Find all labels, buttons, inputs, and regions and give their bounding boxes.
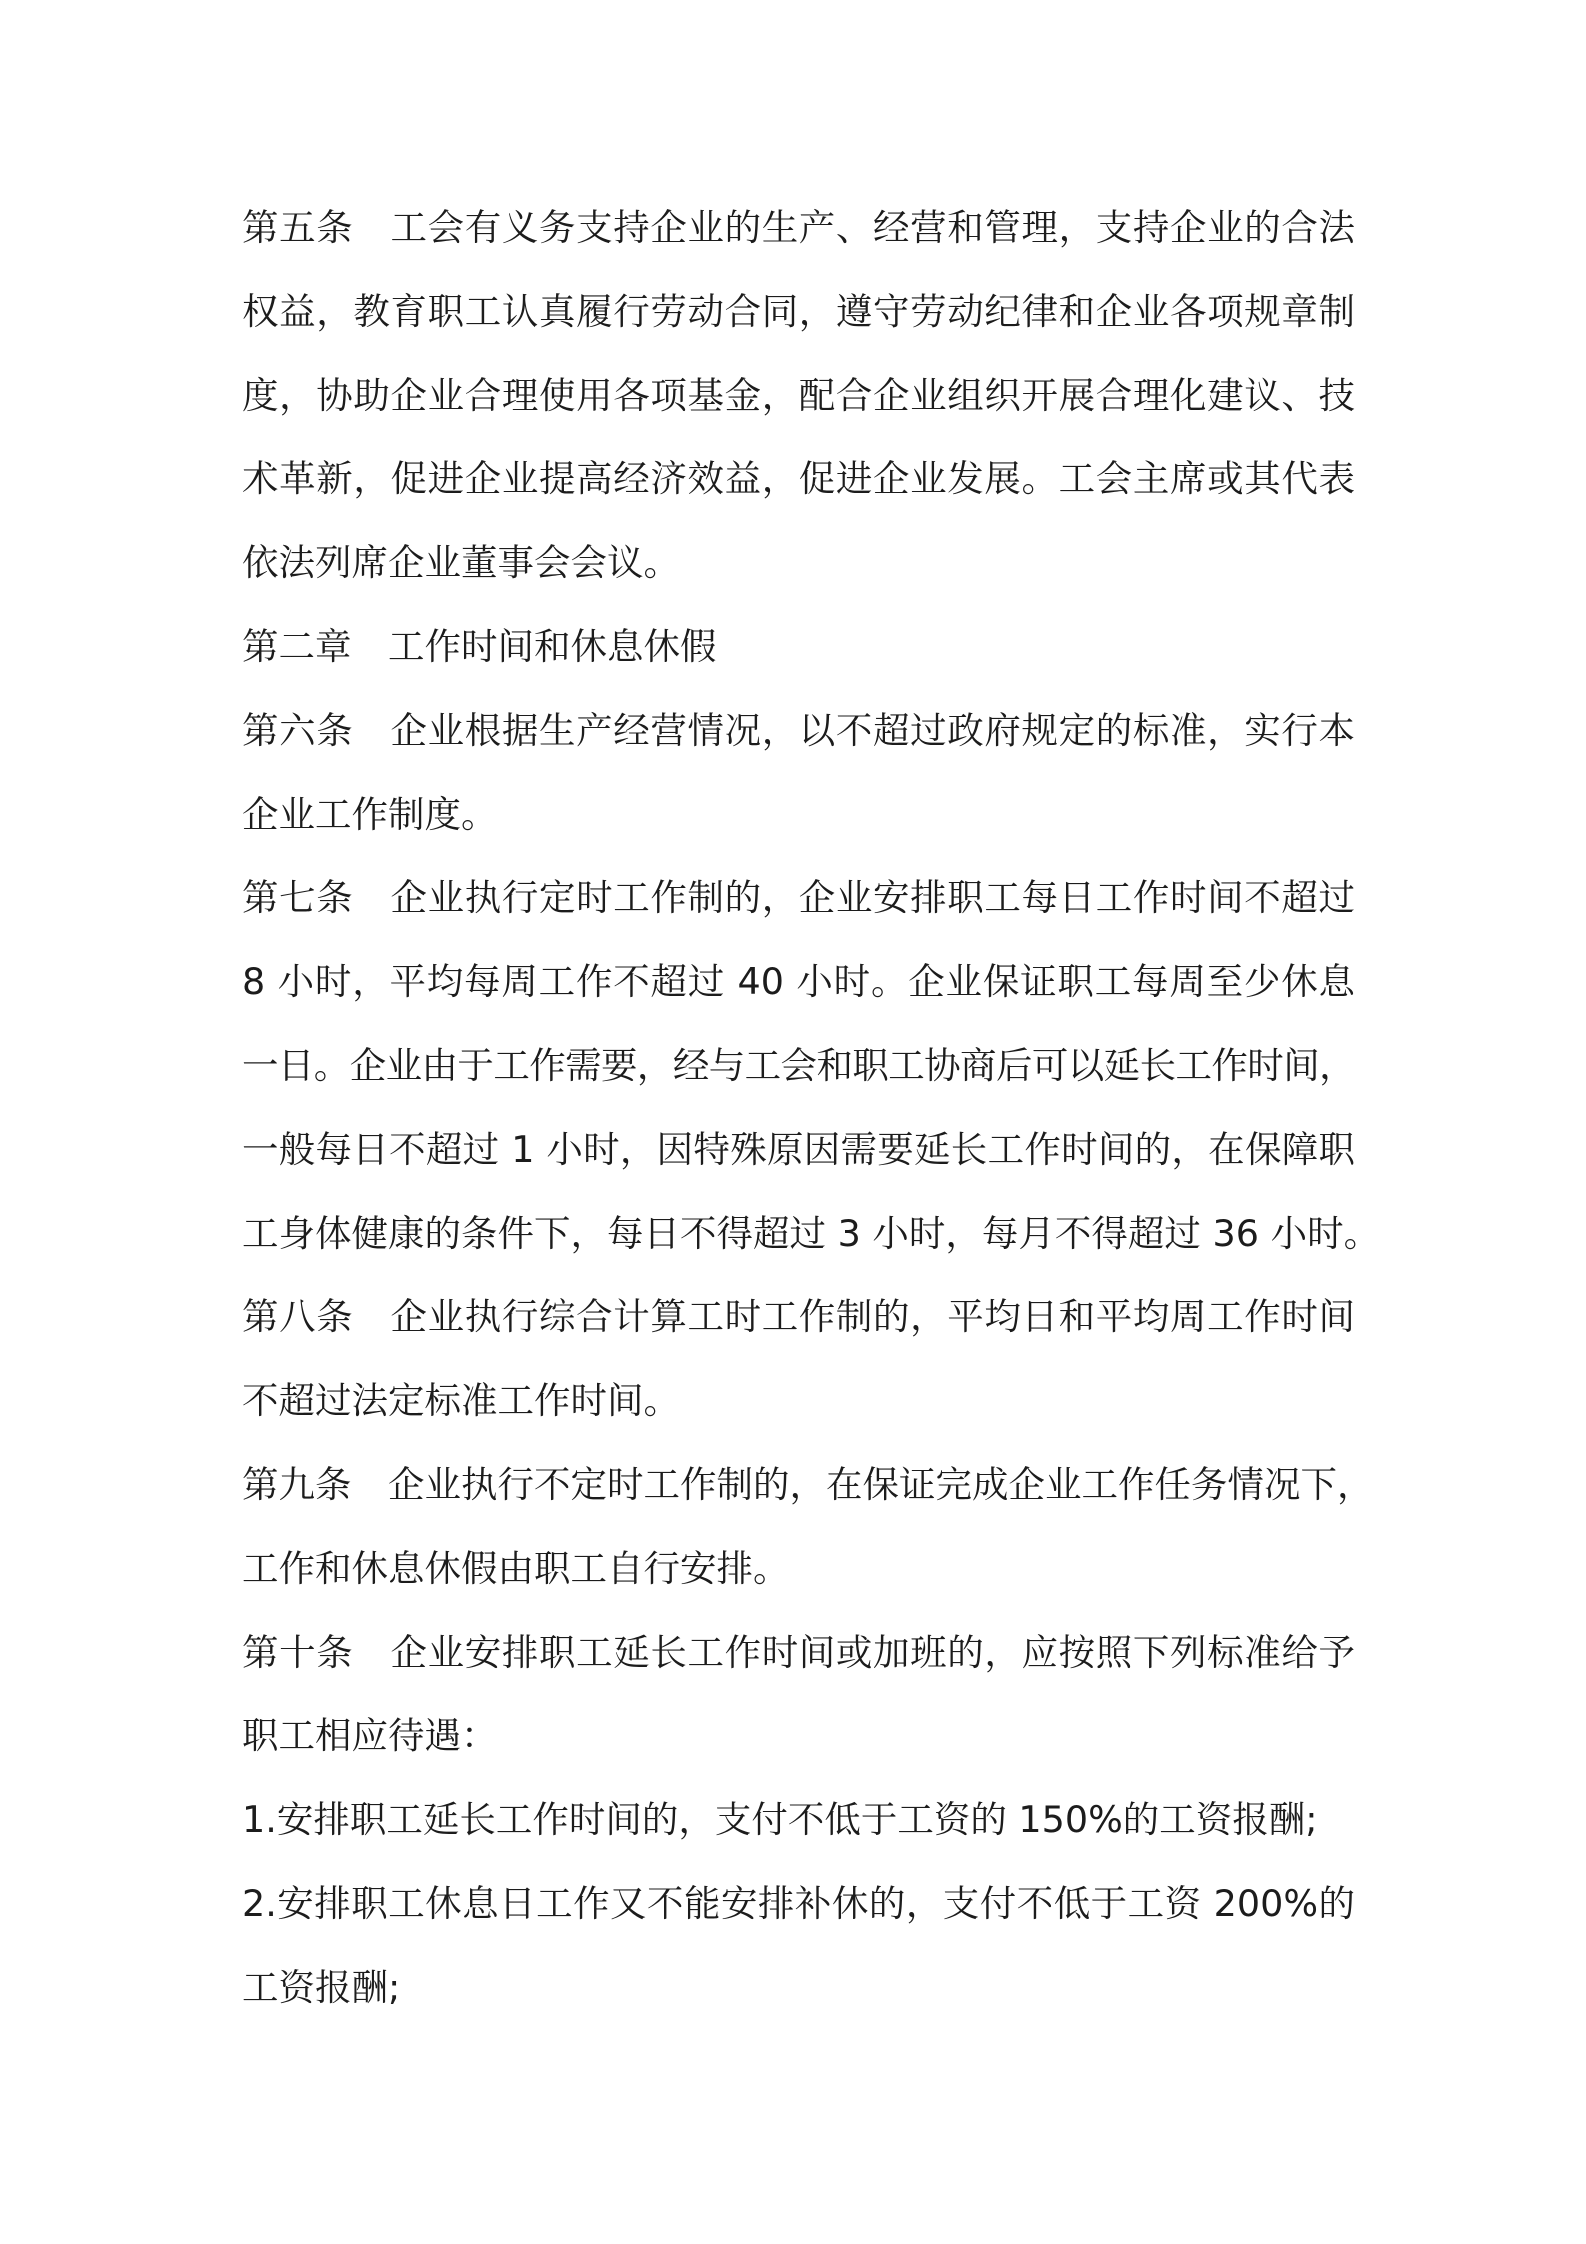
text-line: 1.安排职工延长工作时间的，支付不低于工资的 150%的工资报酬; [242, 1798, 1318, 1842]
text-line: 8 小时，平均每周工作不超过 40 小时。企业保证职工每周至少休息 [242, 960, 1355, 1004]
chapter-2-heading [242, 605, 1355, 689]
text-line: 企业工作制度。 [242, 792, 498, 836]
article-6 [242, 689, 1355, 857]
text-line: 术革新，促进企业提高经济效益，促进企业发展。工会主席或其代表 [242, 457, 1355, 501]
chapter-title: 第二章 工作时间和休息休假 [242, 624, 717, 668]
list-item-1 [242, 1778, 1355, 1862]
text-line: 度，协助企业合理使用各项基金，配合企业组织开展合理化建议、技 [242, 373, 1355, 417]
list-item-2 [242, 1862, 1355, 2030]
text-line: 第八条 企业执行综合计算工时工作制的，平均日和平均周工作时间 [242, 1295, 1355, 1339]
text-line: 第五条 工会有义务支持企业的生产、经营和管理，支持企业的合法 [242, 206, 1355, 249]
text-line: 不超过法定标准工作时间。 [242, 1379, 680, 1423]
article-9 [242, 1443, 1374, 1611]
text-line: 工作和休息休假由职工自行安排。 [242, 1546, 790, 1590]
text-line: 工身体健康的条件下，每日不得超过 3 小时，每月不得超过 36 小时。 [242, 1211, 1381, 1255]
article-8 [242, 1275, 1355, 1443]
text-line: 工资报酬; [242, 1965, 401, 2009]
text-line: 职工相应待遇： [242, 1714, 498, 1758]
article-5 [242, 186, 1355, 605]
text-line: 权益，教育职工认真履行劳动合同，遵守劳动纪律和企业各项规章制 [242, 289, 1355, 333]
document-body [242, 186, 1381, 2030]
text-line: 第六条 企业根据生产经营情况，以不超过政府规定的标准，实行本 [242, 708, 1355, 752]
article-10 [242, 1611, 1355, 1779]
text-line: 2.安排职工休息日工作又不能安排补休的，支付不低于工资 200%的 [242, 1881, 1355, 1925]
text-line: 一日。企业由于工作需要，经与工会和职工协商后可以延长工作时间， [242, 1043, 1355, 1087]
article-7 [242, 856, 1381, 1275]
text-line: 第七条 企业执行定时工作制的，企业安排职工每日工作时间不超过 [242, 876, 1355, 920]
text-line: 第十条 企业安排职工延长工作时间或加班的，应按照下列标准给予 [242, 1630, 1355, 1674]
text-line: 第九条 企业执行不定时工作制的，在保证完成企业工作任务情况下， [242, 1462, 1374, 1506]
text-line: 一般每日不超过 1 小时，因特殊原因需要延长工作时间的，在保障职 [242, 1127, 1355, 1171]
text-line: 依法列席企业董事会会议。 [242, 541, 680, 585]
